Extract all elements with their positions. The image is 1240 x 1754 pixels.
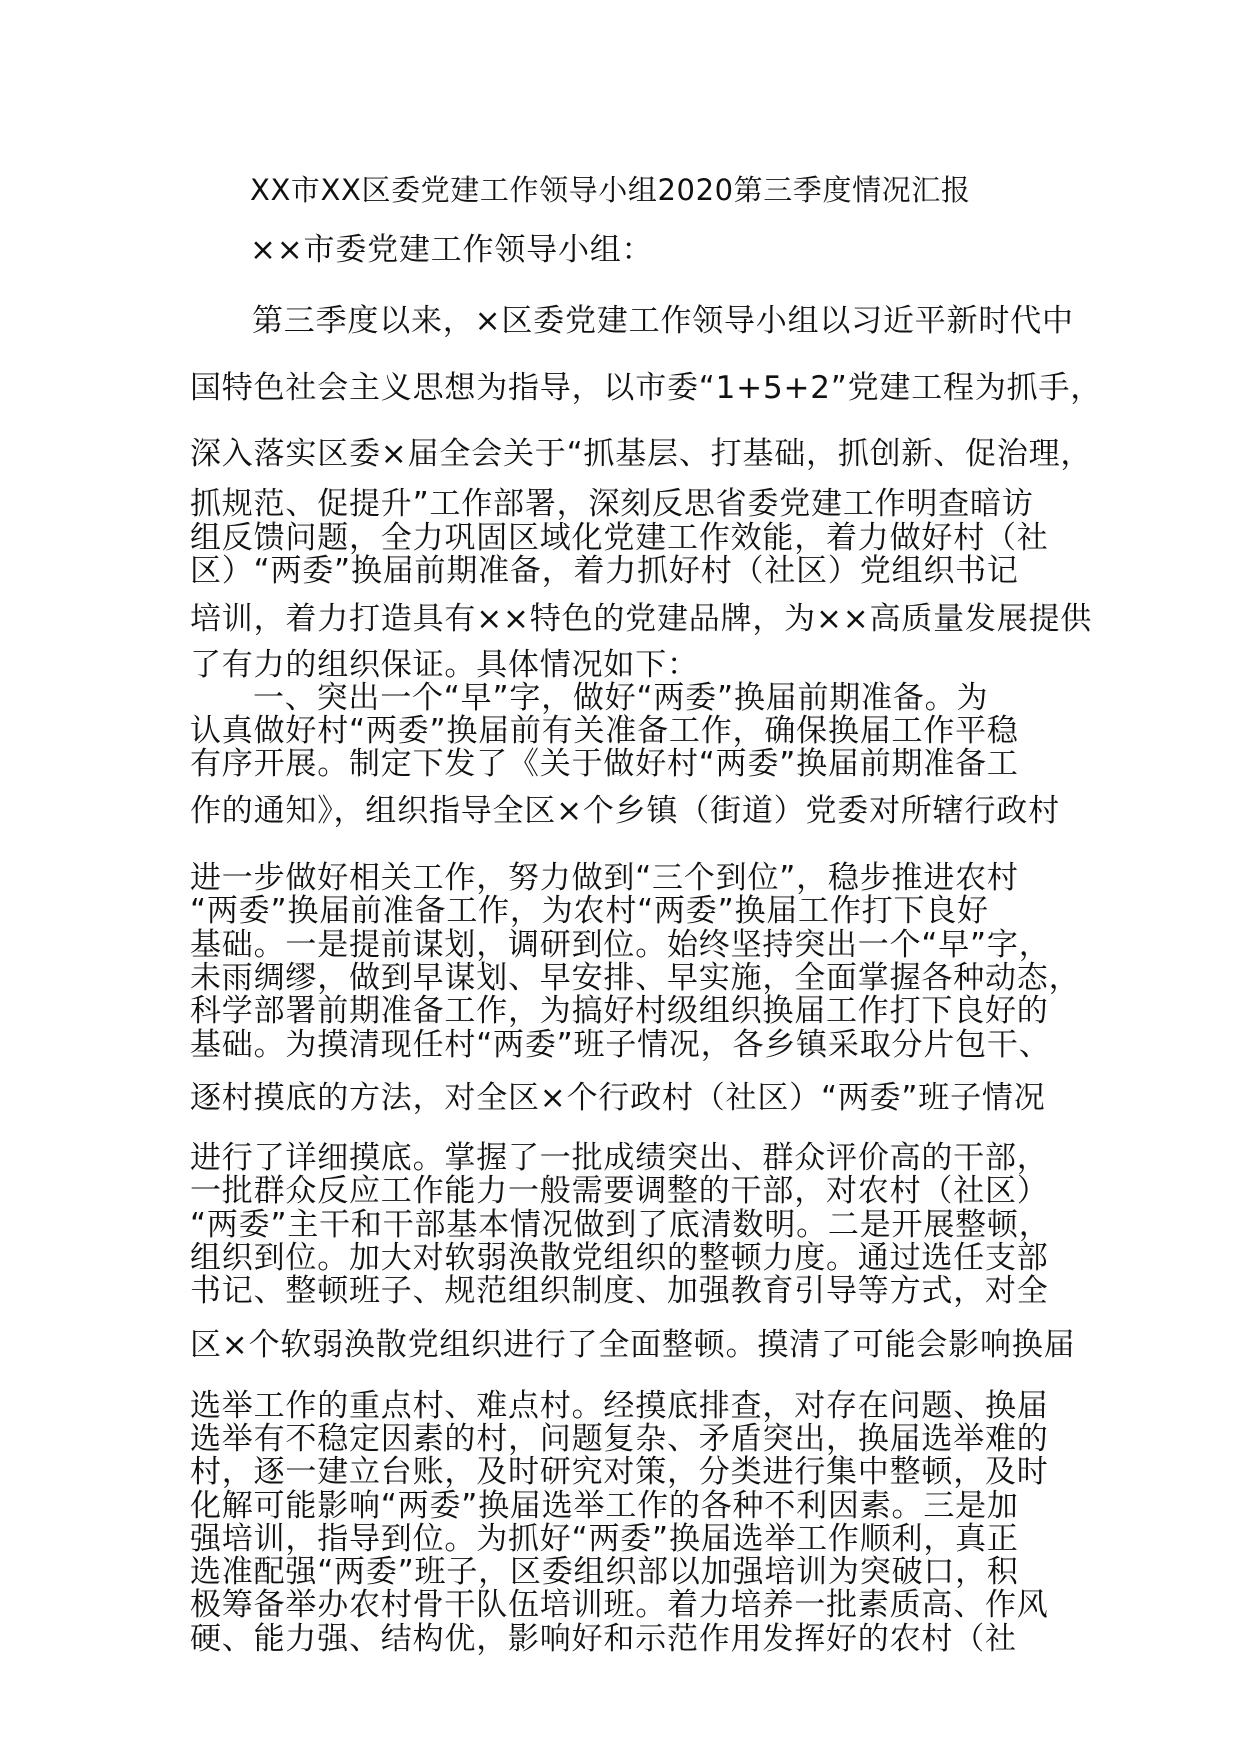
document-title: XX市XX区委党建工作领导小组2020第三季度情况汇报 [250, 173, 971, 207]
body-line: 科学部署前期准备工作，为搞好村级组织换届工作打下良好的 [190, 993, 1049, 1029]
body-line: 村，逐一建立台账，及时研究对策，分类进行集中整顿，及时 [190, 1454, 1049, 1490]
body-line: 未雨绸缪，做到早谋划、早安排、早实施，全面掌握各种动态， [190, 960, 1081, 996]
body-line: 第三季度以来，×区委党建工作领导小组以习近平新时代中 [252, 303, 1074, 339]
body-line: 逐村摸底的方法，对全区×个行政村（社区）“两委”班子情况 [190, 1080, 1046, 1116]
body-line: 基础。为摸清现任村“两委”班子情况，各乡镇采取分片包干、 [190, 1027, 1051, 1063]
body-line: “两委”主干和干部基本情况做到了底清数明。二是开展整顿， [190, 1207, 1051, 1243]
body-line: 抓规范、促提升”工作部署，深刻反思省委党建工作明查暗访 [190, 486, 1034, 522]
body-line: 强培训，指导到位。为抓好“两委”换届选举工作顺利，真正 [190, 1521, 1019, 1557]
body-line: 硬、能力强、结构优，影响好和示范作用发挥好的农村（社 [190, 1621, 1017, 1657]
body-line: 区×个软弱涣散党组织进行了全面整顿。摸清了可能会影响换届 [190, 1327, 1076, 1363]
body-line: 作的通知》，组织指导全区×个乡镇（街道）党委对所辖行政村 [190, 793, 1060, 829]
body-line: 进一步做好相关工作，努力做到“三个到位”，稳步推进农村 [190, 860, 1019, 896]
body-line: 书记、整顿班子、规范组织制度、加强教育引导等方式，对全 [190, 1273, 1049, 1309]
body-line: 化解可能影响“两委”换届选举工作的各种不利因素。三是加 [190, 1488, 1019, 1524]
body-line: 区）“两委”换届前期准备，着力抓好村（社区）党组织书记 [190, 553, 1019, 589]
body-line: 选举有不稳定因素的村，问题复杂、矛盾突出，换届选举难的 [190, 1421, 1049, 1457]
body-line: 组织到位。加大对软弱涣散党组织的整顿力度。通过选任支部 [190, 1240, 1049, 1276]
body-line: 选准配强“两委”班子，区委组织部以加强培训为突破口，积 [190, 1554, 1019, 1590]
body-line: 极筹备举办农村骨干队伍培训班。着力培养一批素质高、作风 [190, 1587, 1049, 1623]
body-line: “两委”换届前准备工作，为农村“两委”换届工作打下良好 [190, 893, 989, 929]
salutation: ××市委党建工作领导小组： [250, 232, 654, 268]
body-line: 选举工作的重点村、难点村。经摸底排查，对存在问题、换届 [190, 1388, 1049, 1424]
body-line: 基础。一是提前谋划，调研到位。始终坚持突出一个“早”字， [190, 927, 1051, 963]
body-line: 国特色社会主义思想为指导，以市委“1+5+2”党建工程为抓手， [190, 370, 1103, 406]
body-line: 一、突出一个“早”字，做好“两委”换届前期准备。为 [253, 680, 989, 716]
body-line: 一批群众反应工作能力一般需要调整的干部，对农村（社区） [190, 1173, 1049, 1209]
body-line: 深入落实区委×届全会关于“抓基层、打基础，抓创新、促治理， [190, 436, 1093, 472]
body-line: 有序开展。制定下发了《关于做好村“两委”换届前期准备工 [190, 746, 1019, 782]
body-line: 进行了详细摸底。掌握了一批成绩突出、群众评价高的干部， [190, 1140, 1049, 1176]
body-line: 组反馈问题，全力巩固区域化党建工作效能，着力做好村（社 [190, 520, 1049, 556]
body-line: 认真做好村“两委”换届前有关准备工作，确保换届工作平稳 [190, 713, 1019, 749]
body-line: 了有力的组织保证。具体情况如下： [190, 647, 699, 683]
body-line: 培训，着力打造具有××特色的党建品牌，为××高质量发展提供 [190, 601, 1093, 637]
